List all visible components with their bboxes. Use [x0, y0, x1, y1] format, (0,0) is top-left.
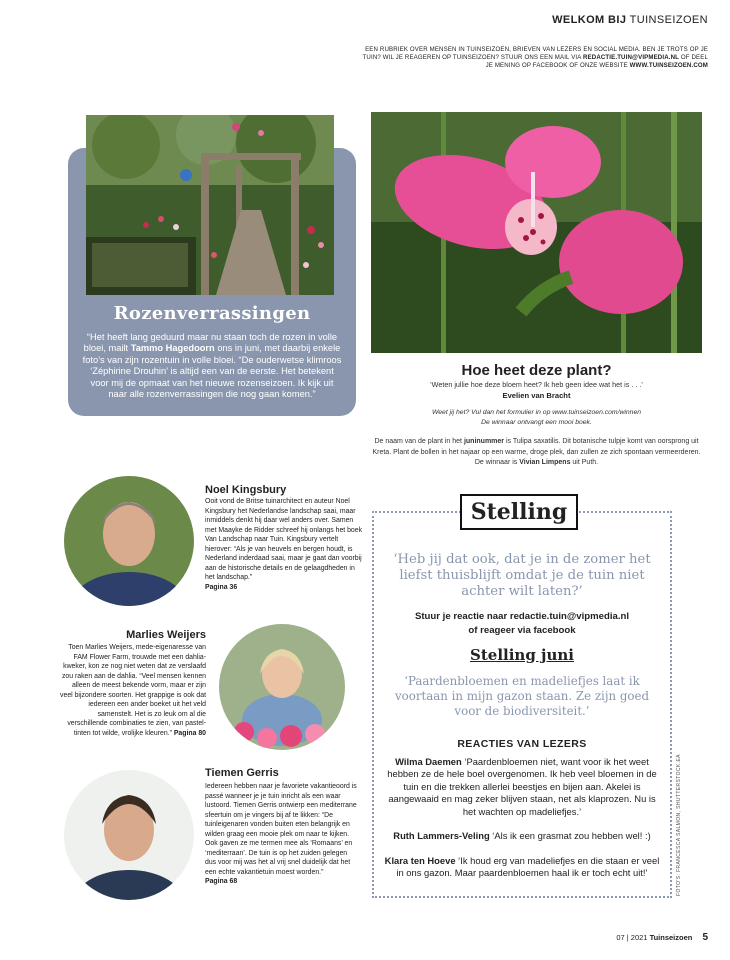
stelling-question: ‘Heb jij dat ook, dat je in de zomer het liefst thuisblijft omdat je de tuin niet achter wilt laten?’	[393, 552, 651, 599]
section-header-rest: TUINSEIZOEN	[629, 14, 708, 26]
reactie-text: ‘Als ik een grasmat zou hebben wel! :)	[489, 830, 651, 841]
marlies-body: Toen Marlies Weijers, mede-eigenaresse van FAM Flower Farm, trouwde met een dahlia-kweker, kon ze nog niet weten dat ze verslaafd zou raken aan de dahlia. “Veel mensen kennen alleen de meest bekende vorm, maar er zijn veel bijzondere soorten. Het grappige is ook dat iedereen een ander boeket uit het veld samenstelt. Het is zo leuk om al die verschillende combinaties te zien, van pasteltinten tot wilde, vrolijke kleuren.”	[60, 644, 206, 737]
plant-quiz-quote: ‘Weten jullie hoe deze bloem heet? Ik heb geen idee wat het is . . .’	[430, 380, 643, 389]
photo-credit: FOTO'S: FRANCESCA SALMON, SHUTTERSTOCK.EA	[676, 754, 682, 896]
page-footer	[616, 932, 708, 943]
rose-garden-photo	[86, 115, 334, 295]
intro-text-2: OF DEEL JE MENING OP FACEBOOK OF ONZE WEBSITE	[485, 54, 708, 69]
rozen-title: Rozenverrassingen	[113, 303, 311, 324]
stelling-juni-title: Stelling juni	[470, 646, 574, 664]
footer-issue: 07 | 2021	[616, 933, 648, 942]
reacties-heading: REACTIES VAN LEZERS	[457, 738, 587, 750]
plant-answer-text-2: is Tulipa saxatilis. Dit botanische tulpje komt van oorsprong uit Kreta. Plant de bollen in het najaar op een warme, droge plek, dan zullen ze zich spontaan vermeerderen. De winnaar is	[372, 438, 701, 466]
intro-email: REDACTIE.TUIN@VIPMEDIA.NL	[583, 54, 680, 61]
plant-quiz-author: Evelien van Bracht	[502, 391, 571, 400]
tiemen-portrait	[64, 770, 194, 900]
reactie-item	[384, 830, 660, 842]
rozen-text	[82, 332, 342, 400]
stelling-juni-question: ‘Paardenbloemen en madeliefjes laat ik voortaan in mijn gazon staan. Ze zijn goed voor de biodiversiteit.’	[394, 674, 650, 718]
plant-quiz-answer	[371, 437, 702, 469]
noel-portrait-illustration	[64, 476, 194, 606]
reactie-item	[384, 756, 660, 818]
reactie-text: ‘Ik houd erg van madeliefjes en die staan er veel in ons gazon. Maar paardenbloemen haal ik er toch echt uit!’	[396, 855, 660, 879]
noel-text	[205, 497, 363, 592]
tiemen-body: Iedereen hebben naar je favoriete vakantieoord is passé wanneer je je tuin inricht als een waar lustoord. Tiemen Gerris ontwierp een mediterrane sfeertuin om je vingers bij af te likken: “De tuinleigenaren vonden buiten eten belangrijk en wilden graag een mooie plek om naar te kijken. Ook gaven ze me termen mee als ‘Romaans’ en ‘mediterraan’. De tuin is op het zuiden gelegen dus voor mij was het al vrij snel duidelijk dat het een echte vakantietuin moest worden.”	[205, 783, 357, 876]
plant-answer-text-1: De naam van de plant in het	[374, 438, 464, 445]
plant-quiz-title: Hoe heet deze plant?	[461, 362, 612, 379]
photo-credit-wrapper	[676, 754, 684, 960]
tiemen-page-link[interactable]: Pagina 68	[205, 878, 238, 885]
tiemen-name: Tiemen Gerris	[205, 767, 279, 779]
noel-page-link[interactable]: Pagina 36	[205, 583, 238, 591]
noel-body: Ooit vond de Britse tuinarchitect en auteur Noel Kingsbury het Nederlandse landschap saai, maar inmiddels denkt hij daar wel anders over. Samen met Maayke de Ridder schreef hij onlangs het boek Van Landschap naar Tuin. Kingsbury vertelt hierover: “Als je van heuvels en bergen houdt, is Nederland inderdaad saai, maar je gaat dan voorbij aan de historische details en de gelaagdheden in het landschap.”	[205, 498, 363, 581]
reactie-author: Ruth Lammers-Veling	[393, 830, 490, 841]
section-header	[552, 14, 708, 26]
plant-quiz-hint	[371, 408, 702, 428]
reactie-item	[384, 855, 660, 880]
noel-portrait	[64, 476, 194, 606]
plant-answer-text-3: uit Puth.	[570, 459, 599, 466]
rozen-text-2: ons in juni, met daarbij enkele foto’s van zijn rozentuin in volle bloei. “De ouderwetse klimroos ‘Zéphirine Drouhin’ is altijd een van de eerste. Het betekent voor mij de opmaat van het nieuwe rozenseizoen. Ik kijk uit naar alle rozenverrassingen die nog gaan komen.”	[82, 343, 342, 400]
intro-text-1: EEN RUBRIEK OVER MENSEN IN TUINSEIZOEN, BRIEVEN VAN LEZERS EN SOCIAL MEDIA. BEN JE TROTS OP JE TUIN? WIL JE REAGEREN OP TUINSEIZOEN? STUUR ONS EEN MAIL VIA	[362, 46, 708, 61]
tiemen-text	[205, 782, 360, 887]
stelling-tag: Stelling	[460, 494, 578, 530]
marlies-text	[60, 643, 206, 738]
section-intro	[356, 46, 708, 70]
plant-quiz-hint-line-2: De winnaar ontvangt een mooi boek.	[481, 419, 592, 426]
marlies-portrait	[219, 624, 345, 750]
reactie-text: ‘Paardenbloemen niet, want voor ik het weet hebben ze de hele boel overgenomen. Ik heb veel bloemen in de tuin en die trekken allerlei beestjes en bijen aan. Akelei is aangewaaid en mag zeker blijven staan, net als klaprozen. Nu is het wachten op madeliefjes.’	[387, 756, 657, 817]
noel-name: Noel Kingsbury	[205, 484, 287, 496]
plant-quiz-hint-line-1: Weet jij het? Vul dan het formulier in op www.tuinseizoen.com/winnen	[431, 409, 642, 416]
stelling-facebook-cta[interactable]: of reageer via facebook	[468, 625, 576, 636]
pink-flower-illustration	[371, 112, 702, 353]
tiemen-portrait-illustration	[64, 770, 194, 900]
footer-brand: Tuinseizoen	[649, 933, 693, 942]
rozen-text-1: “Het heeft lang geduurd maar nu staan toch de rozen in volle bloei, mailt	[83, 332, 338, 354]
section-header-strong: WELKOM BIJ	[552, 14, 627, 26]
page-number: 5	[702, 932, 708, 943]
plant-answer-winner: Vivian Limpens	[519, 459, 571, 466]
stelling-email-cta[interactable]: Stuur je reactie naar redactie.tuin@vipmedia.nl	[414, 611, 630, 622]
reactie-author: Wilma Daemen	[395, 756, 462, 767]
intro-website: WWW.TUINSEIZOEN.COM	[629, 62, 708, 69]
rozen-author-name: Tammo Hagedoorn	[130, 343, 215, 354]
marlies-page-link[interactable]: Pagina 80	[173, 729, 206, 737]
tigridia-flower-photo	[371, 112, 702, 353]
marlies-portrait-illustration	[219, 624, 345, 750]
marlies-name: Marlies Weijers	[126, 629, 206, 641]
reactie-author: Klara ten Hoeve	[384, 855, 456, 866]
plant-answer-bold-1: juninummer	[463, 438, 505, 445]
rose-garden-illustration	[86, 115, 334, 295]
